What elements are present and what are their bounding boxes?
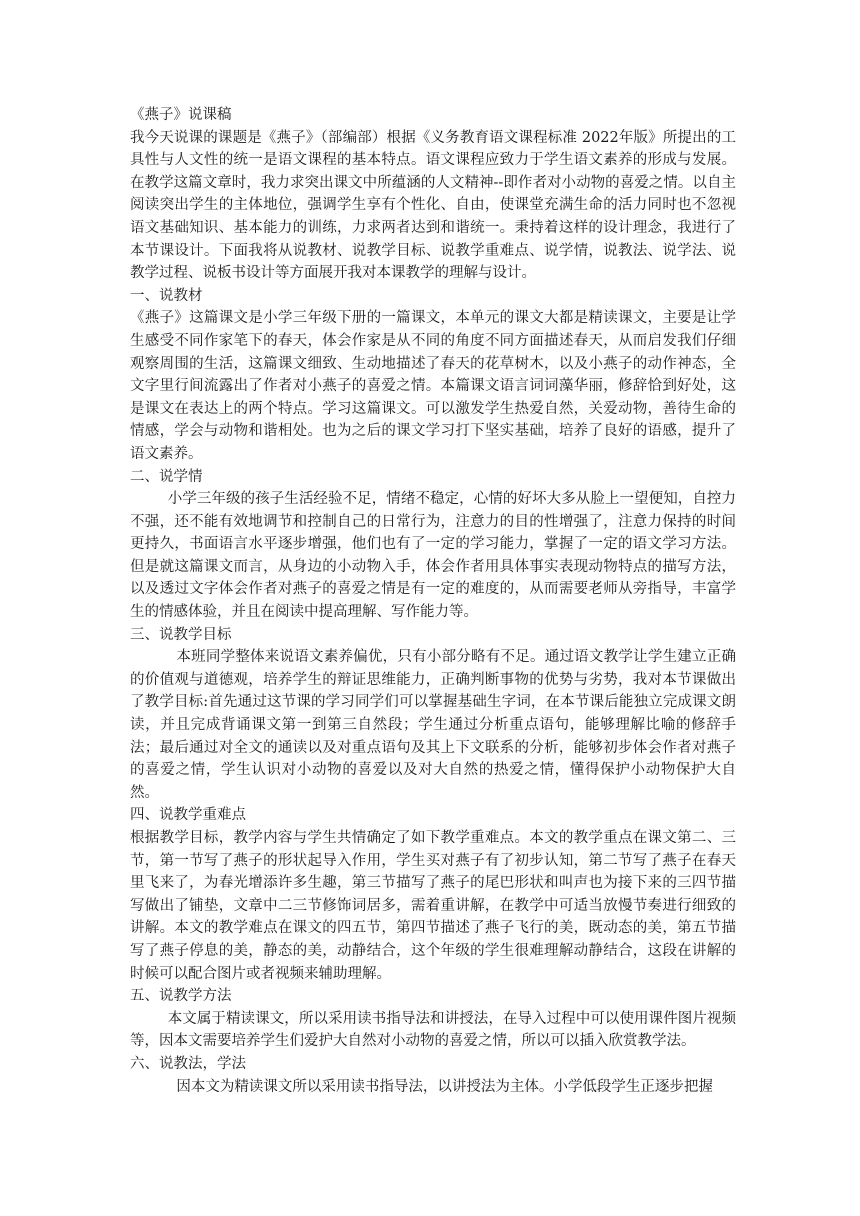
section-heading-students: 二、说学情 [130, 468, 203, 485]
section-heading-textbook: 一、说教材 [130, 287, 203, 304]
section-heading-key-points: 四、说教学重难点 [130, 807, 246, 824]
section-body-students: 小学三年级的孩子生活经验不足，情绪不稳定，心情的好坏大多从脸上一望便知，自控力不强，还不能有效地调节和控制自己的日常行为，注意力的目的性增强了，注意力保持的时间更持久，书面语言水平逐步增强，他们也有了一定的学习能力，掌握了一定的语文学习方法。但是就这篇课文而言，从身边的小动物入手，体会作者用具体事实表现动物特点的描写方法，以及透过文字体会作者对燕子的喜爱之情是有一定的难度的，从而需要老师从旁指导，丰富学生的情感体验，并且在阅读中提高理解、写作能力等。 [130, 491, 736, 621]
section-body-goals: 本班同学整体来说语文素养偏优，只有小部分略有不足。通过语文教学让学生建立正确的价值观与道德观，培养学生的辩证思维能力，正确判断事物的优势与劣势，我对本节课做出了教学目标:首先通过这节课的学习同学们可以掌握基础生字词，在本节课后能独立完成课文朗读，并且完成背诵课文第一到第三自然段；学生通过分析重点语句，能够理解比喻的修辞手法；最后通过对全文的通读以及对重点语句及其上下文联系的分析，能够初步体会作者对燕子的喜爱之情，学生认识对小动物的喜爱以及对大自然的热爱之情，懂得保护小动物保护大自然。 [130, 649, 736, 801]
document-page [130, 104, 736, 1098]
section-heading-methods: 五、说教学方法 [130, 988, 232, 1005]
section-heading-goals: 三、说教学目标 [130, 626, 232, 643]
intro-paragraph: 我今天说课的课题是《燕子》（部编部）根据《义务教育语文课程标准 2022年版》所提出的工具性与人文性的统一是语文课程的基本特点。语文课程应致力于学生语文素养的形成与发展。在教学这篇文章时，我力求突出课文中所蕴涵的人文精神--即作者对小动物的喜爱之情。以自主阅读突出学生的主体地位，强调学生享有个性化、自由，使课堂充满生命的活力同时也不忽视语文基础知识、基本能力的训练，力求两者达到和谐统一。秉持着这样的设计理念，我进行了本节课设计。下面我将从说教材、说教学目标、说教学重难点、说学情，说教法、说学法、说教学过程、说板书设计等方面展开我对本课教学的理解与设计。 [130, 129, 736, 282]
section-heading-teaching-learning: 六、说教法，学法 [130, 1055, 246, 1072]
doc-title: 《燕子》说课稿 [130, 107, 232, 123]
section-body-textbook: 《燕子》这篇课文是小学三年级下册的一篇课文，本单元的课文大都是精读课文，主要是让学生感受不同作家笔下的春天，体会作家是从不同的角度不同方面描述春天，从而启发我们仔细观察周围的生活，这篇课文细致、生动地描述了春天的花草树木，以及小燕子的动作神态，全文字里行间流露出了作者对小燕子的喜爱之情。本篇课文语言词词藻华丽，修辞恰到好处，这是课文在表达上的两个特点。学习这篇课文。可以激发学生热爱自然，关爱动物，善待生命的情感，学会与动物和谐相处。也为之后的课文学习打下坚实基础，培养了良好的语感，提升了语文素养。 [130, 310, 736, 462]
section-body-teaching-learning: 因本文为精读课文所以采用读书指导法，以讲授法为主体。小学低段学生正逐步把握 [176, 1078, 713, 1095]
section-body-methods: 本文属于精读课文，所以采用读书指导法和讲授法，在导入过程中可以使用课件图片视频等，因本文需要培养学生们爱护大自然对小动物的喜爱之情，所以可以插入欣赏教学法。 [130, 1010, 736, 1050]
section-body-key-points: 根据教学目标，教学内容与学生共情确定了如下教学重难点。本文的教学重点在课文第二、三节，第一节写了燕子的形状起导入作用，学生买对燕子有了初步认知，第二节写了燕子在春天里飞来了，为春光增添许多生趣，第三节描写了燕子的尾巴形状和叫声也为接下来的三四节描写做出了铺垫，文章中二三节修饰词居多，需着重讲解，在教学中可适当放慢节奏进行细致的讲解。本文的教学难点在课文的四五节，第四节描述了燕子飞行的美，既动态的美，第五节描写了燕子停息的美，静态的美，动静结合，这个年级的学生很难理解动静结合，这段在讲解的时候可以配合图片或者视频来辅助理解。 [130, 830, 736, 982]
